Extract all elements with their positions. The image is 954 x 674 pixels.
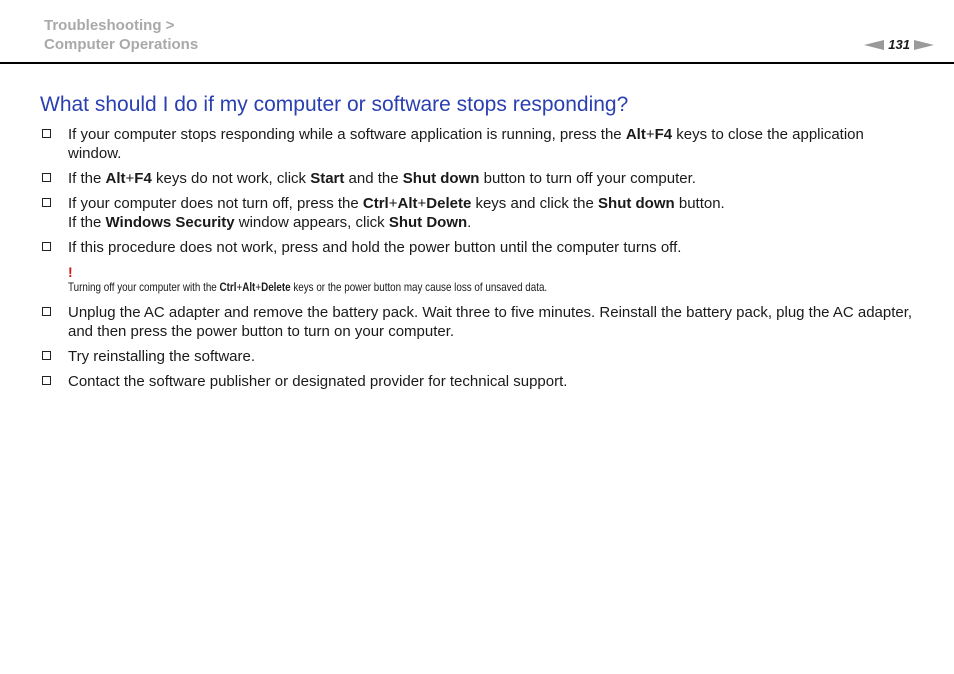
list-item: If this procedure does not work, press and hold the power button until the computer turns off. bbox=[40, 238, 920, 257]
exclamation-icon: ! bbox=[68, 264, 73, 280]
checkbox-icon bbox=[42, 129, 51, 138]
troubleshooting-list bbox=[40, 125, 920, 397]
list-item: Contact the software publisher or designated provider for technical support. bbox=[40, 372, 920, 391]
key-alt: Alt bbox=[242, 280, 256, 294]
warning-note bbox=[40, 265, 920, 295]
arrow-left-icon[interactable] bbox=[864, 40, 884, 50]
checkbox-icon bbox=[42, 307, 51, 316]
key-alt: Alt bbox=[625, 126, 646, 143]
checkbox-icon bbox=[42, 351, 51, 360]
key-delete: Delete bbox=[261, 280, 291, 294]
shut-down-label: Shut down bbox=[402, 170, 480, 187]
key-f4: F4 bbox=[654, 126, 673, 143]
key-alt: Alt bbox=[397, 195, 418, 212]
list-item: If your computer does not turn off, press the Ctrl+Alt+Delete keys and click the Shut down button. If the Windows Security window appears, click Shut Down. bbox=[40, 194, 920, 232]
key-ctrl: Ctrl bbox=[362, 195, 389, 212]
page-title: What should I do if my computer or software stops responding? bbox=[40, 93, 629, 116]
page-number: 131 bbox=[888, 37, 910, 52]
breadcrumb-computer-operations[interactable]: Computer Operations bbox=[44, 36, 199, 53]
list-item: If your computer stops responding while a software application is running, press the Alt+F4 keys to close the application window. bbox=[40, 125, 920, 163]
shut-down-label: Shut Down bbox=[388, 214, 468, 231]
key-alt: Alt bbox=[105, 170, 126, 187]
checkbox-icon bbox=[42, 173, 51, 182]
checkbox-icon bbox=[42, 242, 51, 251]
windows-security-label: Windows Security bbox=[105, 214, 235, 231]
shut-down-label: Shut down bbox=[598, 195, 675, 212]
key-delete: Delete bbox=[426, 195, 472, 212]
key-f4: F4 bbox=[134, 170, 152, 187]
breadcrumb-troubleshooting[interactable]: Troubleshooting > bbox=[44, 17, 175, 34]
checkbox-icon bbox=[42, 376, 51, 385]
key-ctrl: Ctrl bbox=[219, 280, 237, 294]
arrow-right-icon[interactable] bbox=[914, 40, 934, 50]
warning-text: Turning off your computer with the Ctrl+Alt+Delete keys or the power button may cause loss of unsaved data. bbox=[68, 280, 548, 294]
header-divider bbox=[0, 62, 954, 64]
checkbox-icon bbox=[42, 198, 51, 207]
list-item: Unplug the AC adapter and remove the battery pack. Wait three to five minutes. Reinstall the battery pack, plug the AC adapter, and then press the power button to turn on your computer. bbox=[40, 303, 920, 341]
breadcrumb bbox=[44, 16, 198, 54]
page-navigation bbox=[864, 37, 934, 52]
list-item: If the Alt+F4 keys do not work, click Start and the Shut down button to turn off your computer. bbox=[40, 169, 920, 188]
start-label: Start bbox=[310, 170, 345, 187]
list-item: Try reinstalling the software. bbox=[40, 347, 920, 366]
